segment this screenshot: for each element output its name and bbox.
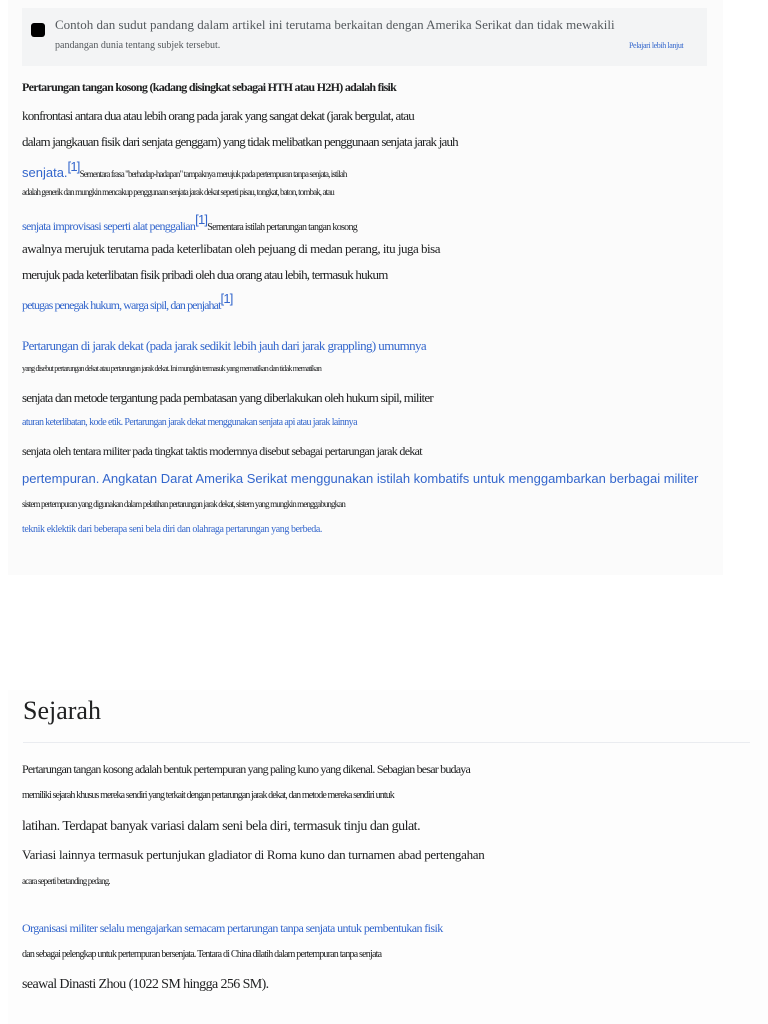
history-line-4: Variasi lainnya termasuk pertunjukan gladiator di Roma kuno dan turnamen abad pertengahan [22,847,485,862]
rules-of-engagement-link[interactable]: aturan keterlibatan, kode etik. Pertarungan jarak dekat menggunakan senjata api atau jarak lainnya [22,417,357,428]
heading-divider [23,742,750,743]
intro-line-4-text: Sementara frasa "berhadap-hadapan" tampaknya merujuk pada pertempuran tanpa senjata, istilah [79,169,347,179]
intro-line-8: merujuk pada keterlibatan fisik pribadi oleh dua orang atau lebih, termasuk hukum [22,267,388,282]
history-line-7: dan sebagai pelengkap untuk pertempuran bersenjata. Tentara di China dilatih dalam pertempuran tanpa senjata [22,949,382,960]
intro-line-3: dalam jangkauan fisik dari senjata genggam) yang tidak melibatkan penggunaan senjata jarak jauh [22,134,458,149]
intro-line-2: konfrontasi antara dua atau lebih orang pada jarak yang sangat dekat (jarak bergulat, atau [22,108,414,123]
notice-text-line1: Contoh dan sudut pandang dalam artikel ini terutama berkaitan dengan Amerika Serikat dan tidak mewakili [55,17,615,32]
notice-text-line2: pandangan dunia tentang subjek tersebut. [55,40,221,51]
para2-line-7: sistem pertempuran yang digunakan dalam pelatihan pertarungan jarak dekat, sistem yang mungkin menggabungkan [22,499,345,509]
history-line-1: Pertarungan tangan kosong adalah bentuk pertempuran yang paling kuno yang dikenal. Sebagian besar budaya [22,762,470,776]
notice-icon [31,23,45,37]
intro-line-6 [22,212,357,235]
para2-line-5: senjata oleh tentara militer pada tingkat taktis modernnya disebut sebagai pertarungan jarak dekat [22,444,422,458]
intro-line-7: awalnya merujuk terutama pada keterlibatan oleh pejuang di medan perang, itu juga bisa [22,241,440,256]
senjata-link[interactable]: senjata. [22,165,68,180]
law-enforcement-link[interactable]: petugas penegak hukum, warga sipil, dan penjahat [22,298,221,312]
intro-line-5: adalah generik dan mungkin mencakup penggunaan senjata jarak dekat seperti pisau, tongkat, baton, tombak, atau [22,187,334,197]
close-combat-link[interactable]: Pertarungan di jarak dekat (pada jarak sedikit lebih jauh dari jarak grappling) umumnya [22,338,427,353]
intro-line-9 [22,291,233,314]
intro-line-4 [22,159,347,182]
citation-3[interactable]: [1] [220,291,233,306]
intro-line-1: Pertarungan tangan kosong (kadang disingkat sebagai HTH atau H2H) adalah fisik [22,80,397,94]
history-line-2: memiliki sejarah khusus mereka sendiri yang terkait dengan pertarungan jarak dekat, dan metode mereka sendiri untuk [22,790,394,801]
history-line-8: seawal Dinasti Zhou (1022 SM hingga 256 SM). [22,977,269,992]
para2-line-2: yang disebut pertarungan dekat atau pertarungan jarak dekat. Ini mungkin termasuk yang mematikan dan tidak mematikan [22,364,322,373]
eclectic-technique-link[interactable]: teknik eklektik dari beberapa seni bela diri dan olahraga pertarungan yang berbeda. [22,524,322,535]
learn-more-link[interactable]: Pelajari lebih lanjut [629,41,684,50]
improvised-weapon-link[interactable]: senjata improvisasi seperti alat penggalian [22,219,196,233]
citation-1[interactable]: [1] [67,159,80,174]
para2-line-3: senjata dan metode tergantung pada pembatasan yang diberlakukan oleh hukum sipil, militer [22,390,433,405]
combatives-link[interactable]: pertempuran. Angkatan Darat Amerika Serikat menggunakan istilah kombatifs untuk menggambarkan berbagai militer [22,471,699,486]
history-line-3: latihan. Terdapat banyak variasi dalam seni bela diri, termasuk tinju dan gulat. [22,819,421,834]
military-organization-link[interactable]: Organisasi militer selalu mengajarkan semacam pertarungan tanpa senjata untuk pembentukan fisik [22,921,443,935]
section-heading-sejarah: Sejarah [23,696,101,725]
intro-line-6-text: Sementara istilah pertarungan tangan kosong [207,222,358,233]
history-line-5: acara seperti bertanding pedang. [22,876,110,886]
citation-2[interactable]: [1] [195,212,208,227]
